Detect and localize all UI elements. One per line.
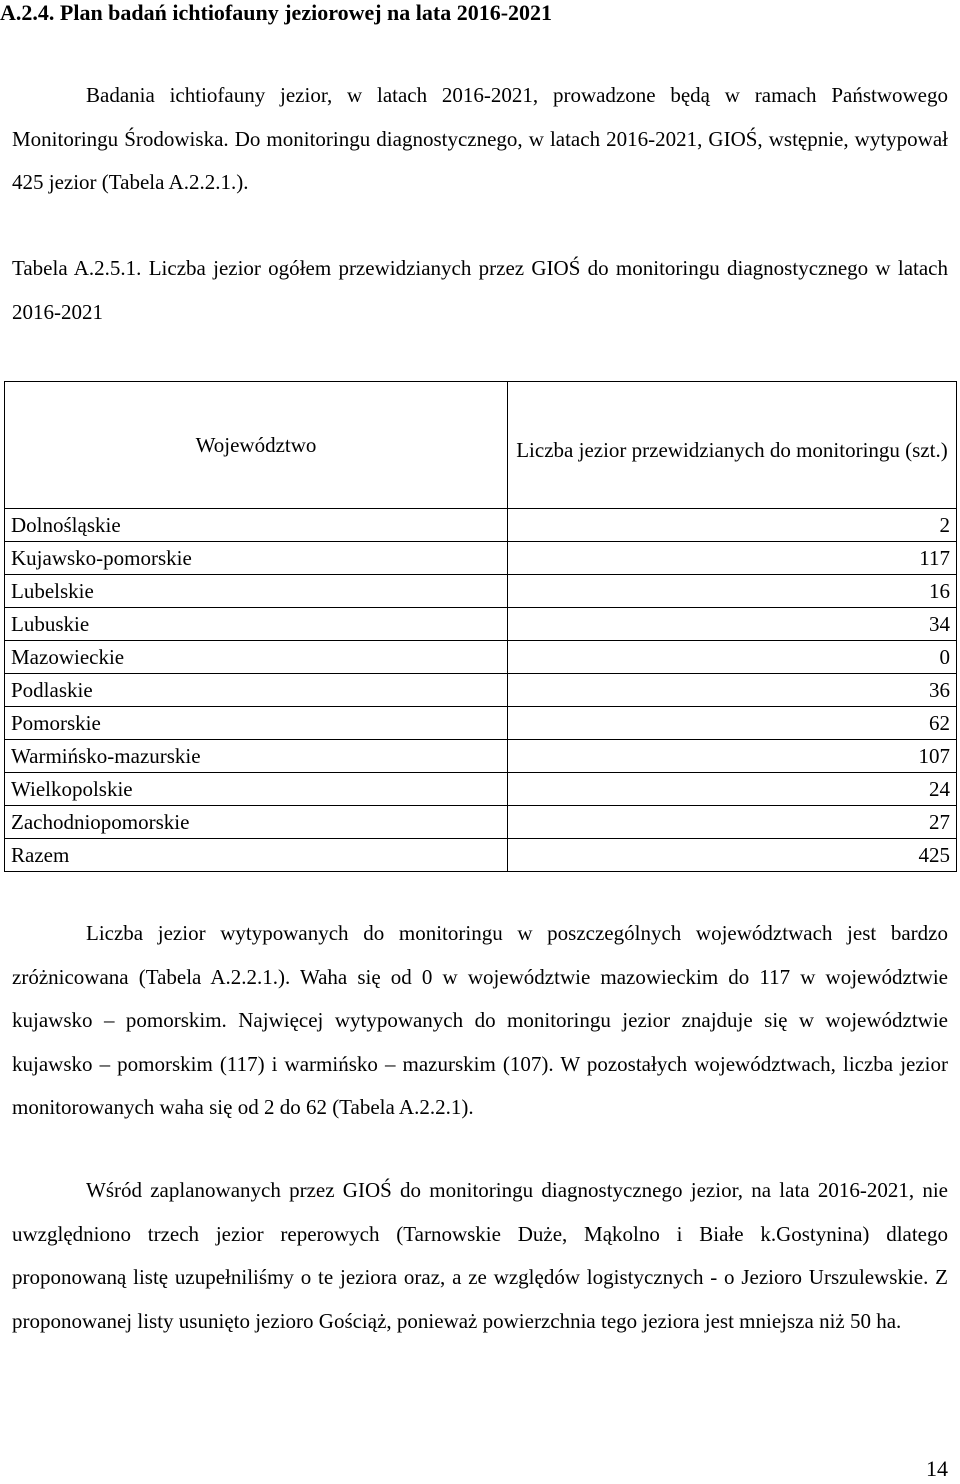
region-cell: Dolnośląskie bbox=[5, 509, 508, 542]
table-row bbox=[5, 608, 957, 641]
header-count bbox=[508, 382, 957, 509]
page-number: 14 bbox=[926, 1456, 948, 1481]
region-cell: Wielkopolskie bbox=[5, 773, 508, 806]
count-cell: 34 bbox=[508, 608, 957, 641]
intro-paragraph: Badania ichtiofauny jezior, w latach 2016-2021, prowadzone będą w ramach Państwowego Monitoringu Środowiska. Do monitoringu diagnostycznego, w latach 2016-2021, GIOŚ, wstępnie, wytypował 425 jezior (Tabela A.2.2.1.). bbox=[12, 83, 948, 194]
count-cell: 0 bbox=[508, 641, 957, 674]
table-row bbox=[5, 509, 957, 542]
table-row bbox=[5, 575, 957, 608]
count-cell: 16 bbox=[508, 575, 957, 608]
count-cell: 27 bbox=[508, 806, 957, 839]
table-row bbox=[5, 674, 957, 707]
region-cell: Lubelskie bbox=[5, 575, 508, 608]
count-cell: 24 bbox=[508, 773, 957, 806]
table-body bbox=[5, 509, 957, 872]
table-row bbox=[5, 641, 957, 674]
table-row bbox=[5, 839, 957, 872]
count-cell: 62 bbox=[508, 707, 957, 740]
region-cell: Lubuskie bbox=[5, 608, 508, 641]
count-cell: 117 bbox=[508, 542, 957, 575]
header-region: Województwo bbox=[5, 382, 508, 509]
table-row bbox=[5, 773, 957, 806]
region-cell: Warmińsko-mazurskie bbox=[5, 740, 508, 773]
table-caption: Tabela A.2.5.1. Liczba jezior ogółem przewidzianych przez GIOŚ do monitoringu diagnostycznego w latach 2016-2021 bbox=[12, 256, 948, 324]
table-row bbox=[5, 740, 957, 773]
region-cell: Kujawsko-pomorskie bbox=[5, 542, 508, 575]
count-cell: 36 bbox=[508, 674, 957, 707]
region-cell: Podlaskie bbox=[5, 674, 508, 707]
paragraph-variation: Liczba jezior wytypowanych do monitoringu w poszczególnych województwach jest bardzo zróżnicowana (Tabela A.2.2.1.). Waha się od 0 w województwie mazowieckim do 117 w województwie kujawsko – pomorskim. Najwięcej wytypowanych do monitoringu jezior znajduje się w województwie kujawsko – pomorskim (117) i warmińsko – mazurskim (107). W pozostałych województwach, liczba jezior monitorowanych waha się od 2 do 62 (Tabela A.2.2.1). bbox=[12, 921, 948, 1119]
region-cell: Razem bbox=[5, 839, 508, 872]
region-cell: Pomorskie bbox=[5, 707, 508, 740]
region-cell: Mazowieckie bbox=[5, 641, 508, 674]
table-header-row bbox=[5, 382, 957, 509]
count-cell: 425 bbox=[508, 839, 957, 872]
count-cell: 2 bbox=[508, 509, 957, 542]
header-count-label: Liczba jezior przewidzianych do monitoringu (szt.) bbox=[516, 437, 948, 462]
paragraph-reference-lakes: Wśród zaplanowanych przez GIOŚ do monitoringu diagnostycznego jezior, na lata 2016-2021, nie uwzględniono trzech jezior reperowych (Tarnowskie Duże, Mąkolno i Białe k.Gostynina) dlatego proponowaną listę uzupełniliśmy o te jeziora oraz, a ze względów logistycznych - o Jezioro Urszulewskie. Z proponowanej listy usunięto jezioro Gościąż, ponieważ powierzchnia tego jeziora jest mniejsza niż 50 ha. bbox=[12, 1178, 948, 1333]
lakes-by-voivodeship-table bbox=[4, 381, 957, 872]
table-row bbox=[5, 707, 957, 740]
section-heading: A.2.4. Plan badań ichtiofauny jeziorowej na lata 2016-2021 bbox=[0, 0, 553, 25]
region-cell: Zachodniopomorskie bbox=[5, 806, 508, 839]
table-row bbox=[5, 806, 957, 839]
table-row bbox=[5, 542, 957, 575]
count-cell: 107 bbox=[508, 740, 957, 773]
